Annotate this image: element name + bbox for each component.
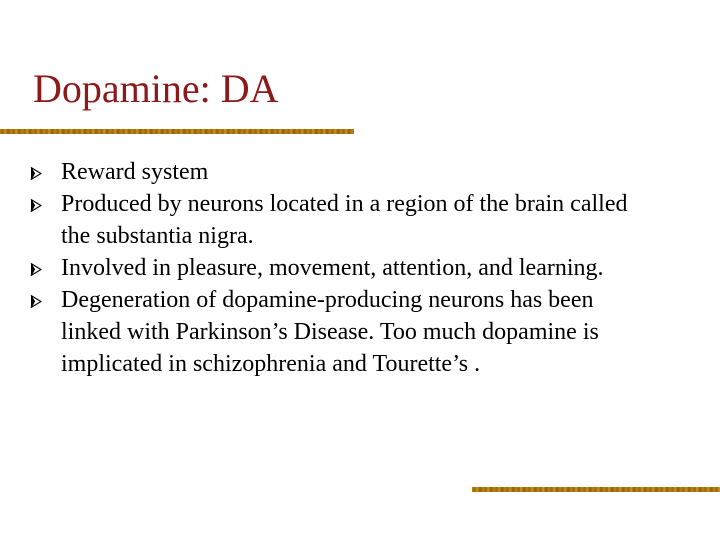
- arrow-bullet-icon: [30, 188, 46, 220]
- bullet-item: [30, 284, 650, 380]
- bullet-item: [30, 252, 650, 284]
- bullet-text: Reward system: [61, 159, 209, 185]
- arrow-bullet-icon: [30, 284, 46, 316]
- bullet-text: Degeneration of dopamine-producing neurons has been linked with Parkinson’s Disease. Too much dopamine is implicated in schizophrenia and Tourette’s .: [61, 287, 599, 377]
- footer-divider: [472, 487, 720, 492]
- slide-title: Dopamine: DA: [33, 66, 279, 111]
- arrow-bullet-icon: [30, 252, 46, 284]
- bullet-item: [30, 188, 650, 252]
- bullet-list: [30, 156, 650, 380]
- bullet-text: Involved in pleasure, movement, attention, and learning.: [61, 255, 604, 281]
- bullet-text: Produced by neurons located in a region of the brain called the substantia nigra.: [61, 191, 628, 249]
- title-divider: [0, 129, 354, 134]
- bullet-item: [30, 156, 650, 188]
- arrow-bullet-icon: [30, 156, 46, 188]
